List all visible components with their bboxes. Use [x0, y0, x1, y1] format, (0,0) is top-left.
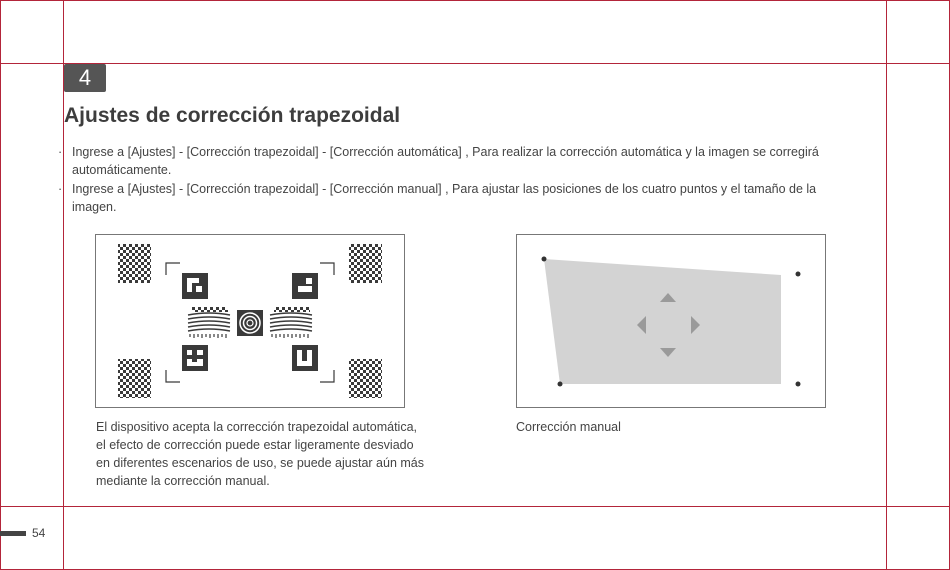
fiducial-marker-bottom-left — [182, 345, 208, 371]
page-number: 54 — [32, 526, 46, 540]
caption-line: El dispositivo acepta la corrección trapezoidal automática, — [96, 420, 418, 434]
caption-line: en diferentes escenarios de uso, se puede ajustar aún más — [96, 456, 424, 470]
page-number-bar — [0, 531, 26, 536]
manual-correction-caption: Corrección manual — [516, 420, 621, 434]
caption-line: mediante la corrección manual. — [96, 474, 270, 488]
bullet-manual-correction — [58, 180, 876, 216]
focus-pattern-left — [188, 307, 230, 338]
fiducial-marker-top-right — [292, 273, 318, 299]
guide-line-left — [0, 0, 1, 570]
bullet-auto-line2: automáticamente. — [72, 163, 172, 177]
checkerboard-top-right — [349, 244, 382, 283]
checkerboard-top-left — [118, 244, 151, 283]
caption-line: el efecto de corrección puede estar ligeramente desviado — [96, 438, 414, 452]
manual-correction-graphic — [517, 235, 825, 407]
bullet-marker: · — [58, 145, 63, 159]
guide-line-footer — [0, 506, 950, 507]
section-number-badge: 4 — [64, 64, 106, 92]
checkerboard-bottom-left — [118, 359, 151, 398]
manual-correction-figure — [516, 234, 826, 408]
corner-point-bottom-left[interactable] — [558, 382, 563, 387]
checkerboard-bottom-right — [349, 359, 382, 398]
bullet-auto-line1: Ingrese a [Ajustes] - [Corrección trapezoidal] - [Corrección automática] , Para realizar la corrección automática y la imagen se corregirá — [72, 145, 819, 159]
auto-correction-figure — [95, 234, 405, 408]
corner-point-bottom-right[interactable] — [796, 382, 801, 387]
center-target — [237, 310, 263, 336]
test-pattern-graphic — [96, 235, 404, 407]
guide-line-header — [0, 63, 950, 64]
bullet-marker: · — [58, 182, 63, 196]
fiducial-marker-bottom-right — [292, 345, 318, 371]
bullet-manual-line1: Ingrese a [Ajustes] - [Corrección trapezoidal] - [Corrección manual] , Para ajustar las posiciones de los cuatro puntos y el tamaño de la — [72, 182, 817, 196]
corner-point-top-left[interactable] — [542, 257, 547, 262]
focus-pattern-right — [270, 307, 312, 338]
auto-correction-caption — [96, 418, 456, 490]
fiducial-marker-top-left — [182, 273, 208, 299]
page-title: Ajustes de corrección trapezoidal — [64, 104, 401, 127]
bullet-auto-correction — [58, 143, 876, 179]
bullet-manual-line2: imagen. — [72, 200, 117, 214]
keystone-quad — [544, 259, 781, 384]
guide-line-top — [0, 0, 950, 1]
guide-line-margin-right — [886, 0, 887, 570]
corner-point-top-right[interactable] — [796, 272, 801, 277]
